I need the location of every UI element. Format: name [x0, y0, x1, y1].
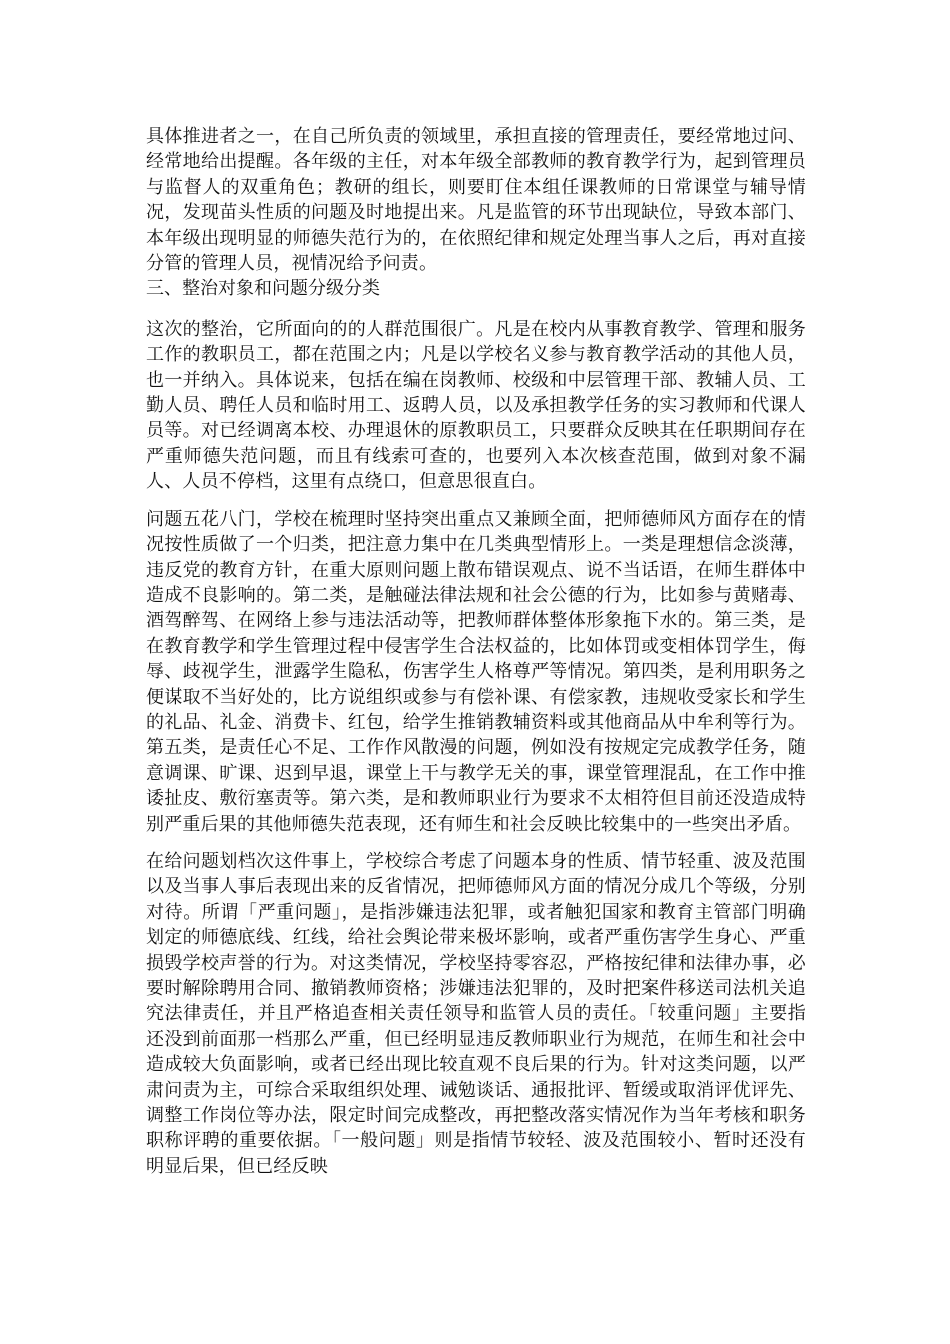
document-page	[146, 124, 806, 1179]
paragraph-grading: 在给问题划档次这件事上，学校综合考虑了问题本身的性质、情节轻重、波及范围以及当事人事后表现出来的反省情况，把师德师风方面的情况分成几个等级，分别对待。所谓「严重问题」，是指涉嫌违法犯罪，或者触犯国家和教育主管部门明确划定的师德底线、红线，给社会舆论带来极坏影响，或者严重伤害学生身心、严重损毁学校声誉的行为。对这类情况，学校坚持零容忍，严格按纪律和法律办事，必要时解除聘用合同、撤销教师资格；涉嫌违法犯罪的，及时把案件移送司法机关追究法律责任，并且严格追查相关责任领导和监管人员的责任。「较重问题」主要指还没到前面那一档那么严重，但已经明显违反教师职业行为规范，在师生和社会中造成较大负面影响，或者已经出现比较直观不良后果的行为。针对这类问题，以严肃问责为主，可综合采取组织处理、诫勉谈话、通报批评、暂缓或取消评优评先、调整工作岗位等办法，限定时间完成整改，再把整改落实情况作为当年考核和职务职称评聘的重要依据。「一般问题」则是指情节较轻、波及范围较小、暂时还没有明显后果，但已经反映	[146, 850, 806, 1177]
paragraph-categories: 问题五花八门，学校在梳理时坚持突出重点又兼顾全面，把师德师风方面存在的情况按性质做了一个归类，把注意力集中在几类典型情形上。一类是理想信念淡薄，违反党的教育方针，在重大原则问题上散布错误观点、说不当话语，在师生群体中造成不良影响的。第二类，是触碰法律法规和社会公德的行为，比如参与黄赌毒、酒驾醉驾、在网络上参与违法活动等，把教师群体整体形象拖下水的。第三类，是在教育教学和学生管理过程中侵害学生合法权益的，比如体罚或变相体罚学生，侮辱、歧视学生，泄露学生隐私，伤害学生人格尊严等情况。第四类，是利用职务之便谋取不当好处的，比方说组织或参与有偿补课、有偿家教，违规收受家长和学生的礼品、礼金、消费卡、红包，给学生推销教辅资料或其他商品从中牟利等行为。第五类，是责任心不足、工作作风散漫的问题，例如没有按规定完成教学任务，随意调课、旷课、迟到早退，课堂上干与教学无关的事，课堂管理混乱，在工作中推诿扯皮、敷衍塞责等。第六类，是和教师职业行为要求不太相符但目前还没造成特别严重后果的其他师德失范表现，还有师生和社会反映比较集中的一些突出矛盾。	[146, 508, 806, 835]
paragraph-accountability: 具体推进者之一，在自己所负责的领域里，承担直接的管理责任，要经常地过问、经常地给出提醒。各年级的主任，对本年级全部教师的教育教学行为，起到管理员与监督人的双重角色；教研的组长，则要盯住本组任课教师的日常课堂与辅导情况，发现苗头性质的问题及时地提出来。凡是监管的环节出现缺位，导致本部门、本年级出现明显的师德失范行为的，在依照纪律和规定处理当事人之后，再对直接分管的管理人员，视情况给予问责。	[146, 126, 806, 275]
section-heading-3: 三、整治对象和问题分级分类	[146, 278, 380, 300]
paragraph-scope: 这次的整治，它所面向的的人群范围很广。凡是在校内从事教育教学、管理和服务工作的教职员工，都在范围之内；凡是以学校名义参与教育教学活动的其他人员，也一并纳入。具体说来，包括在编在岗教师、校级和中层管理干部、教辅人员、工勤人员、聘任人员和临时用工、返聘人员，以及承担教学任务的实习教师和代课人员等。对已经调离本校、办理退休的原教职员工，只要群众反映其在任职期间存在严重师德失范问题，而且有线索可查的，也要列入本次核查范围，做到对象不漏人、人员不停档，这里有点绕口，但意思很直白。	[146, 318, 806, 493]
